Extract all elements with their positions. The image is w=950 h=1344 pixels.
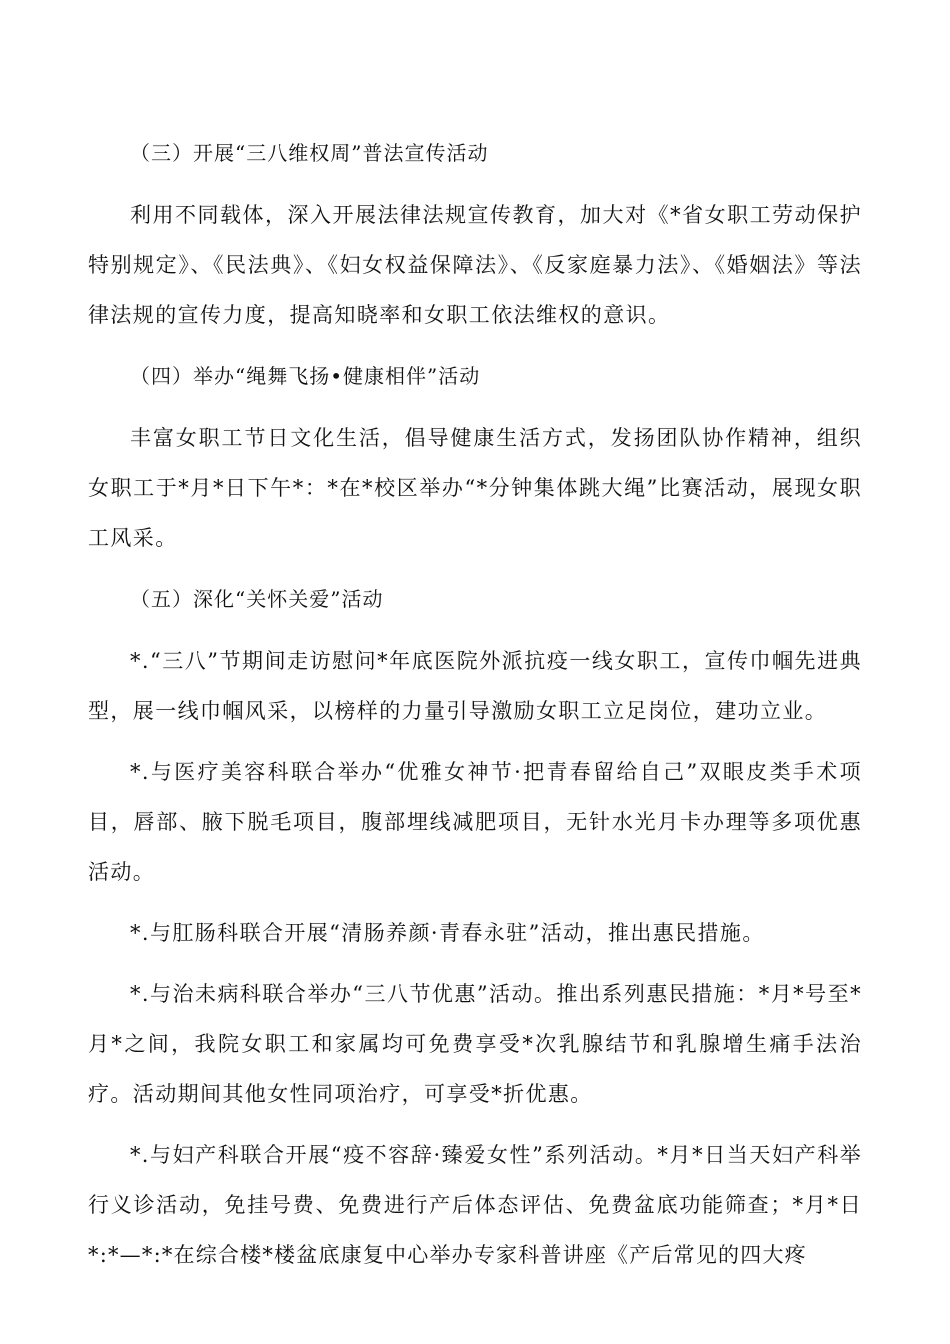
paragraph-rope-skipping: 丰富女职工节日文化生活，倡导健康生活方式，发扬团队协作精神，组织女职工于*月*日下午*：*在*校区举办“*分钟集体跳大绳”比赛活动，展现女职工风采。 xyxy=(88,426,862,550)
paragraph-legal-publicity: 利用不同载体，深入开展法律法规宣传教育，加大对《*省女职工劳动保护特别规定》、《民法典》、《妇女权益保障法》、《反家庭暴力法》、《婚姻法》等法律法规的宣传力度，提高知晓率和女职工依法维权的意识。 xyxy=(88,203,862,327)
section-heading-3: （三）开展“三八维权周”普法宣传活动 xyxy=(130,141,489,165)
paragraph-obstetrics-dept: *.与妇产科联合开展“疫不容辞·臻爱女性”系列活动。*月*日当天妇产科举行义诊活动，免挂号费、免费进行产后体态评估、免费盆底功能筛查；*月*日*:*—*:*在综合楼*楼盆底康复中心举办专家科普讲座《产后常见的四大疼 xyxy=(88,1143,862,1267)
section-heading-4: （四）举办“绳舞飞扬•健康相伴”活动 xyxy=(130,364,481,388)
paragraph-cosmetic-dept: *.与医疗美容科联合举办“优雅女神节·把青春留给自己”双眼皮类手术项目，唇部、腋下脱毛项目，腹部埋线减肥项目，无针水光月卡办理等多项优惠活动。 xyxy=(88,760,862,884)
paragraph-anorectal-dept: *.与肛肠科联合开展“清肠养颜·青春永驻”活动，推出惠民措施。 xyxy=(130,921,765,945)
document-body xyxy=(88,128,862,1291)
paragraph-care-visit: *.“三八”节期间走访慰问*年底医院外派抗疫一线女职工，宣传巾帼先进典型，展一线巾帼风采，以榜样的力量引导激励女职工立足岗位，建功立业。 xyxy=(88,649,862,723)
section-heading-5: （五）深化“关怀关爱”活动 xyxy=(130,587,384,611)
paragraph-preventive-dept: *.与治未病科联合举办“三八节优惠”活动。推出系列惠民措施：*月*号至*月*之间，我院女职工和家属均可免费享受*次乳腺结节和乳腺增生痛手法治疗。活动期间其他女性同项治疗，可享受*折优惠。 xyxy=(88,982,862,1106)
